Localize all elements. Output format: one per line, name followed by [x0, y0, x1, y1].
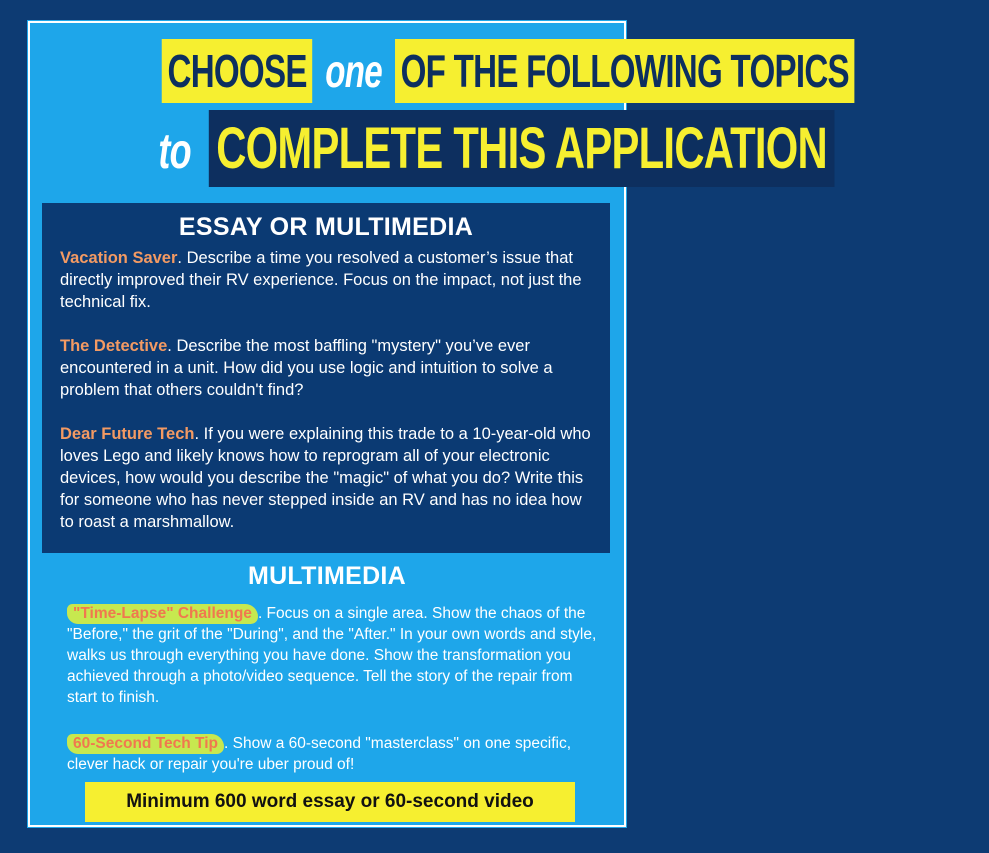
topic-description: . Describe a time you resolved a customer’s issue that directly improved their RV experience. Focus on the impact, not just the technical fix. — [60, 249, 582, 311]
topic-60-second-tip — [67, 733, 597, 775]
topic-dear-future-tech — [60, 423, 595, 533]
topic-name: The Detective — [60, 337, 168, 355]
topic-name: Vacation Saver — [60, 249, 178, 267]
topic-description: . If you were explaining this trade to a 10-year-old who loves Lego and likely knows how to reprogram all of your electronic devices, how would you describe the "magic" of what you do? Write this for someone who has never stepped inside an RV and has no idea how to roast a marshmallow. — [60, 425, 591, 531]
headline-one: one — [325, 45, 383, 97]
headline-row-2 — [27, 116, 827, 181]
topic-description: . Show a 60-second "masterclass" on one specific, clever hack or repair you're uber proud of! — [67, 735, 572, 773]
essay-section-title: ESSAY OR MULTIMEDIA — [178, 213, 474, 241]
topic-vacation-saver — [60, 247, 595, 313]
headline-following-topics: OF THE FOLLOWING TOPICS — [395, 39, 855, 103]
multimedia-section-title: MULTIMEDIA — [247, 562, 407, 590]
topic-name: Dear Future Tech — [60, 425, 195, 443]
headline-to: to — [158, 123, 191, 179]
headline-complete-application: COMPLETE THIS APPLICATION — [209, 110, 834, 187]
topic-time-lapse — [67, 603, 597, 708]
multimedia-section-header — [27, 562, 627, 591]
topic-description: . Describe the most baffling "mystery" you’ve ever encountered in a unit. How did you use logic and intuition to solve a problem that others couldn't find? — [60, 337, 553, 399]
topic-name-highlighted: 60-Second Tech Tip — [67, 734, 224, 754]
essay-section — [42, 203, 610, 553]
requirement-banner: Minimum 600 word essay or 60-second video — [85, 782, 575, 822]
headline-row-2-text — [158, 116, 834, 181]
headline-row-1 — [27, 45, 849, 97]
flyer-panel — [27, 20, 849, 828]
topic-the-detective — [60, 335, 595, 401]
topic-name-highlighted: "Time-Lapse" Challenge — [67, 604, 258, 624]
headline-choose: CHOOSE — [162, 39, 313, 103]
headline-row-1-text — [162, 45, 855, 97]
topic-description: . Focus on a single area. Show the chaos of the "Before," the grit of the "During", and the "After." In your own words and style, walks us through everything you have done. Show the transformation you achieved through a photo/video sequence. Tell the story of the repair from start to finish. — [67, 605, 597, 706]
